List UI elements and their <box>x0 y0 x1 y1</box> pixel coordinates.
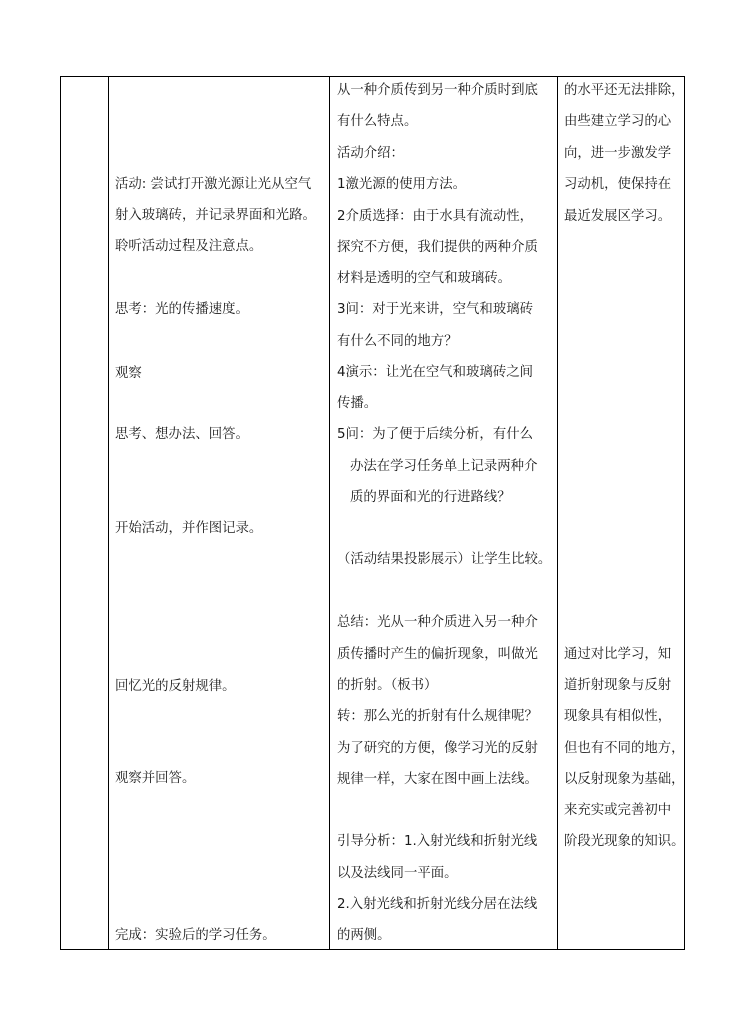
teacher-line: 质传播时产生的偏折现象，叫做光 <box>337 647 538 662</box>
teacher-line: 有什么不同的地方？ <box>337 334 458 349</box>
teacher-line: 3问：对于光来讲，空气和玻璃砖 <box>337 302 533 317</box>
student-line: 思考、想办法、回答。 <box>115 427 249 442</box>
teacher-line: 探究不方便，我们提供的两种介质 <box>337 240 538 255</box>
intent-line: 现象具有相似性， <box>564 709 672 724</box>
intent-line: 以反射现象为基础， <box>564 772 685 787</box>
teacher-line: 2介质选择：由于水具有流动性， <box>337 209 533 224</box>
teacher-line: 办法在学习任务单上记录两种介 <box>350 459 538 474</box>
teacher-line: 4演示：让光在空气和玻璃砖之间 <box>337 365 533 380</box>
student-line: 回忆光的反射规律。 <box>115 679 236 694</box>
teacher-line: 2.入射光线和折射光线分居在法线 <box>337 897 538 912</box>
student-line: 射入玻璃砖，并记录界面和光路。 <box>115 208 316 223</box>
teacher-line: 材料是透明的空气和玻璃砖。 <box>337 271 512 286</box>
teacher-line: 规律一样，大家在图中画上法线。 <box>337 772 538 787</box>
intent-line: 来充实或完善初中 <box>564 803 672 818</box>
teacher-line: 质的界面和光的行进路线？ <box>350 490 511 505</box>
intent-line: 但也有不同的地方， <box>564 741 685 756</box>
intent-line: 最近发展区学习。 <box>564 209 672 224</box>
teacher-line: 活动介绍： <box>337 146 404 161</box>
teacher-line: 有什么特点。 <box>337 114 418 129</box>
student-line: 聆听活动过程及注意点。 <box>115 239 263 254</box>
teacher-line: 的两侧。 <box>337 928 391 943</box>
intent-line: 习动机，使保持在 <box>564 177 672 192</box>
teacher-line: 从一种介质传到另一种介质时到底 <box>337 83 538 98</box>
student-line: 开始活动，并作图记录。 <box>115 521 263 536</box>
teacher-line: 1激光源的使用方法。 <box>337 177 467 192</box>
teacher-line: 引导分析：1.入射光线和折射光线 <box>337 834 538 849</box>
student-line: 完成：实验后的学习任务。 <box>115 928 276 943</box>
intent-line: 向，进一步激发学 <box>564 146 672 161</box>
intent-line: 道折射现象与反射 <box>564 678 672 693</box>
student-activity-cell <box>110 76 329 950</box>
intent-line: 通过对比学习，知 <box>564 647 672 662</box>
design-intent-cell <box>558 76 685 950</box>
teacher-line: 为了研究的方便，像学习光的反射 <box>337 741 538 756</box>
student-line: 思考：光的传播速度。 <box>115 302 249 317</box>
student-line: 观察 <box>115 366 142 381</box>
teacher-line: 5问：为了便于后续分析，有什么 <box>337 427 533 442</box>
intent-line: 阶段光现象的知识。 <box>564 834 685 849</box>
student-line: 活动: 尝试打开激光源让光从空气 <box>115 177 312 192</box>
table-divider <box>108 76 109 950</box>
teacher-line: 传播。 <box>337 396 378 411</box>
teacher-line: 以及法线同一平面。 <box>337 866 458 881</box>
student-line: 观察并回答。 <box>115 771 196 786</box>
intent-line: 的水平还无法排除， <box>564 83 685 98</box>
teacher-activity-cell <box>330 76 557 950</box>
teacher-line: 转：那么光的折射有什么规律呢？ <box>337 709 538 724</box>
teacher-line: （活动结果投影展示）让学生比较。 <box>337 552 552 567</box>
teacher-line: 总结：光从一种介质进入另一种介 <box>337 615 538 630</box>
intent-line: 由些建立学习的心 <box>564 114 672 129</box>
teacher-line: 的折射。（板书） <box>337 678 438 693</box>
